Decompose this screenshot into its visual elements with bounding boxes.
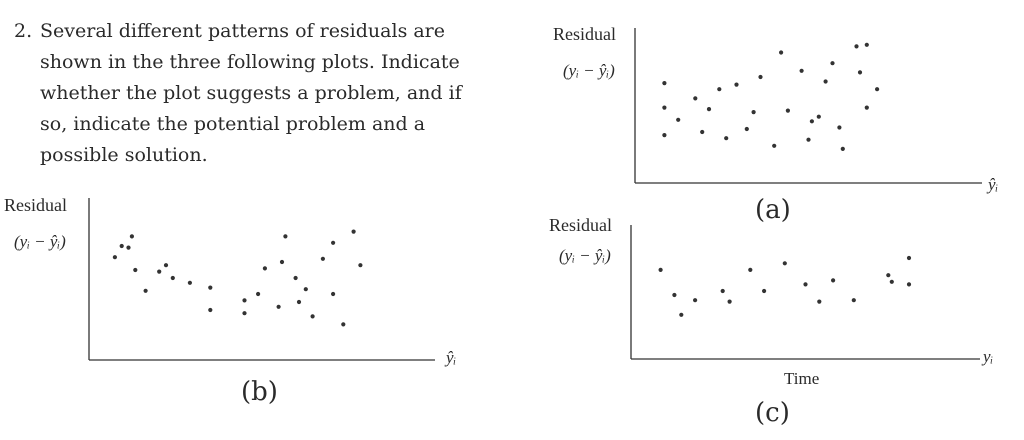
plot-b-point-24 [331,241,335,245]
plot-a-point-12 [758,75,762,79]
plot-c-point-14 [890,280,894,284]
plot-a-point-18 [810,119,814,123]
plot-b-point-8 [171,276,175,280]
plot-c-points [659,256,912,317]
plot-c-point-10 [817,300,821,304]
plot-b-point-0 [113,255,117,259]
plot-b-point-3 [130,234,134,238]
plot-c-point-1 [672,293,676,297]
residual-plot-b [0,190,490,380]
plot-c-point-2 [679,313,683,317]
plot-b-point-5 [144,289,148,293]
plot-c-point-3 [693,298,697,302]
plot-b-point-26 [341,322,345,326]
plot-b-point-19 [294,276,298,280]
question-block [14,16,484,166]
plot-a-point-15 [786,109,790,113]
plot-b-point-20 [297,300,301,304]
plot-a-point-25 [858,70,862,74]
plot-a-caption: (a) [755,195,791,225]
plot-b-point-7 [164,263,168,267]
question-number: 2. [14,20,33,42]
plot-b-point-2 [126,246,130,250]
residual-plot-c [520,205,1020,370]
plot-c-point-6 [748,268,752,272]
plot-a-point-1 [662,106,666,110]
plot-b-point-12 [242,298,246,302]
residual-plot-a [520,10,1020,210]
plot-b-point-16 [277,305,281,309]
plot-b-point-6 [157,270,161,274]
plot-a-point-7 [717,87,721,91]
plot-a-point-13 [772,144,776,148]
plot-b-point-21 [304,287,308,291]
plot-c-caption: (c) [755,398,790,428]
plot-a-point-21 [830,61,834,65]
plot-a-ylabel-line1: Residual [553,24,616,44]
plot-a-points [662,43,879,151]
plot-a-point-14 [779,50,783,54]
plot-a-point-9 [734,83,738,87]
plot-c-point-15 [907,256,911,260]
plot-c-point-13 [886,273,890,277]
plot-a-point-19 [817,115,821,119]
plot-c-point-11 [831,278,835,282]
plot-b-point-10 [208,286,212,290]
plot-a-ylabel-line2: (yᵢ − ŷᵢ) [563,61,615,80]
plot-a-point-6 [707,107,711,111]
plot-b-point-18 [283,234,287,238]
plot-b-point-27 [352,230,356,234]
plot-c-point-12 [852,298,856,302]
plot-a-point-5 [700,130,704,134]
plot-b-ylabel-line2: (yᵢ − ŷᵢ) [14,232,66,251]
plot-b-point-17 [280,260,284,264]
plot-c-point-5 [728,300,732,304]
plot-c-xlabel: yᵢ [983,347,994,366]
plot-a-point-20 [824,79,828,83]
plot-a-point-26 [865,43,869,47]
plot-c-point-9 [803,282,807,286]
plot-b-point-14 [256,292,260,296]
plot-b-point-9 [188,281,192,285]
plot-a-point-8 [724,136,728,140]
plot-a-point-27 [865,106,869,110]
plot-b-caption: (b) [241,377,278,407]
plot-b-xlabel: ŷᵢ [446,348,457,367]
plot-a-xlabel: ŷᵢ [988,175,999,194]
plot-c-ylabel-line1: Residual [549,215,612,235]
plot-c-point-16 [907,282,911,286]
plot-a-point-23 [841,147,845,151]
plot-a-point-2 [662,133,666,137]
plot-b-ylabel-line1: Residual [4,195,67,215]
plot-c-point-0 [659,268,663,272]
plot-c-point-7 [762,289,766,293]
plot-a-point-17 [806,138,810,142]
plot-b-point-15 [263,266,267,270]
plot-a-point-3 [676,118,680,122]
plot-b-point-13 [242,311,246,315]
plot-b-point-25 [331,292,335,296]
plot-c-ylabel-line2: (yᵢ − ŷᵢ) [559,246,611,265]
plot-b-point-22 [311,314,315,318]
plot-a-point-10 [745,127,749,131]
plot-a-point-28 [875,87,879,91]
question-text: Several different patterns of residuals are shown in the three following plots. Indicate whether the plot suggests a problem, and if so, indicate the potential problem and a possible solution. [40,20,462,166]
plot-c-point-8 [783,261,787,265]
plot-b-point-11 [208,308,212,312]
plot-b-point-1 [120,244,124,248]
plot-a-point-24 [854,44,858,48]
plot-b-point-23 [321,257,325,261]
plot-a-point-22 [837,125,841,129]
plot-b-point-28 [358,263,362,267]
plot-a-point-4 [693,96,697,100]
plot-b-point-4 [133,268,137,272]
plot-a-point-0 [662,81,666,85]
plot-c-time-label: Time [784,369,820,388]
plot-c-point-4 [721,289,725,293]
plot-a-point-16 [800,69,804,73]
plot-a-point-11 [752,110,756,114]
plot-b-points [113,230,363,327]
